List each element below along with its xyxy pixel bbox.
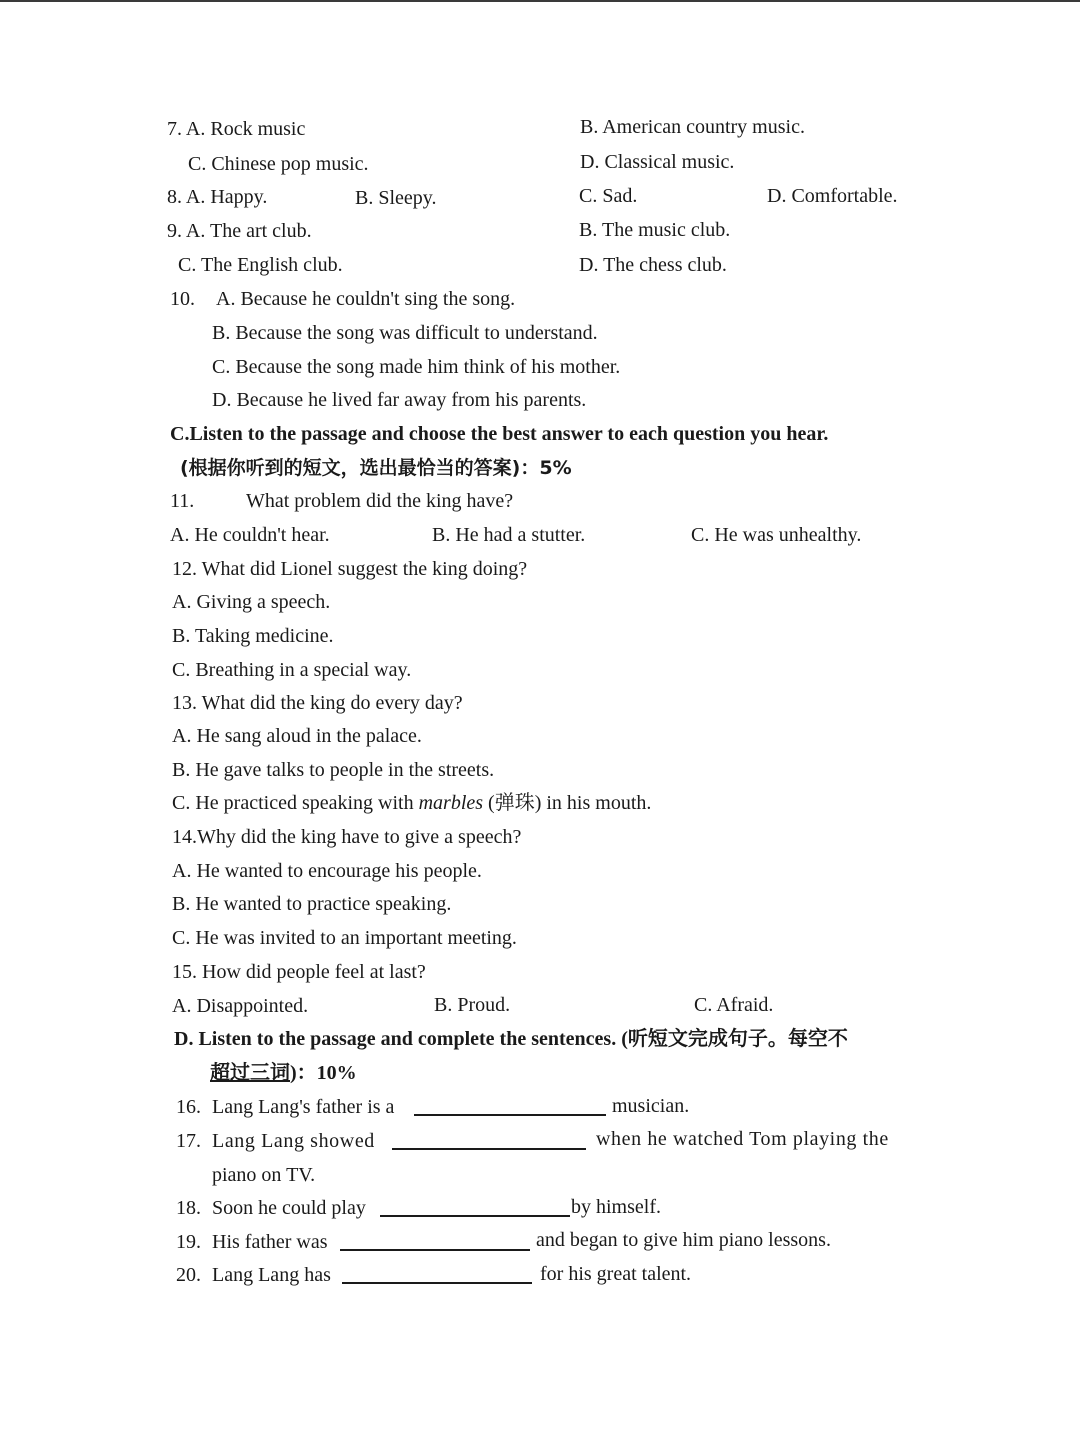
q11-question: What problem did the king have? [246,490,514,512]
q19-number: 19. [176,1231,201,1253]
q7-option-a [167,117,305,141]
q7-number: 7. [167,118,182,140]
q15-question: 15. How did people feel at last? [172,961,426,983]
q7-option-d: D. Classical music. [580,151,735,173]
q19-text-before: His father was [212,1231,328,1253]
q18-text-before: Soon he could play [212,1197,366,1219]
q17-number: 17. [176,1130,201,1152]
q13-option-c-italic-word: marbles [418,792,484,814]
q8-number: 8. [167,186,182,208]
q15-option-c: C. Afraid. [694,994,774,1016]
q9-number: 9. [167,220,182,242]
q10-option-c: C. Because the song made him think of his mother. [212,356,621,378]
q7-option-b: B. American country music. [580,116,805,138]
q20-number: 20. [176,1264,201,1286]
q16-text-before: Lang Lang's father is a [212,1096,395,1118]
q13-question: 13. What did the king do every day? [172,692,463,714]
q11-option-a: A. He couldn't hear. [170,524,330,546]
section-c-subheading: (根据你听到的短文，选出最恰当的答案)：5% [180,457,572,479]
scan-top-edge [0,0,1080,2]
q10-option-b: B. Because the song was difficult to understand. [212,322,598,344]
q12-option-a: A. Giving a speech. [172,591,331,613]
q20-text-before: Lang Lang has [212,1264,331,1286]
q14-question: 14.Why did the king have to give a speech? [172,826,522,848]
q11-number: 11. [170,490,195,512]
q16-number: 16. [176,1096,201,1118]
q18-answer-blank[interactable] [380,1197,570,1217]
q12-option-c: C. Breathing in a special way. [172,659,412,681]
q10-option-d: D. Because he lived far away from his parents. [212,389,587,411]
q16-answer-blank[interactable] [414,1096,606,1116]
q18-text-after: by himself. [571,1196,661,1218]
q11-option-b: B. He had a stutter. [432,524,586,546]
q8-option-c: C. Sad. [579,185,638,207]
q12-option-b: B. Taking medicine. [172,625,334,647]
q13-option-b: B. He gave talks to people in the streets. [172,759,495,781]
q9-option-a-text: A. The art club. [185,220,312,242]
q13-option-c-suffix: in his mouth. [541,792,652,814]
q15-option-a: A. Disappointed. [172,995,309,1017]
q12-question: 12. What did Lionel suggest the king doing? [172,558,528,580]
q17-answer-blank[interactable] [392,1130,586,1150]
q18-number: 18. [176,1197,201,1219]
q7-option-a-text: A. Rock music [185,118,306,140]
q14-option-b: B. He wanted to practice speaking. [172,893,452,915]
q13-option-c-prefix: C. He practiced speaking with [172,792,419,814]
q15-option-b: B. Proud. [434,994,511,1016]
q11-option-c: C. He was unhealthy. [691,524,862,546]
section-d-heading: D. Listen to the passage and complete the sentences. (听短文完成句子。每空不 [174,1028,848,1050]
q17-text-after: when he watched Tom playing the [596,1128,889,1150]
q14-option-a: A. He wanted to encourage his people. [172,860,482,882]
q8-option-b: B. Sleepy. [355,187,437,209]
q19-answer-blank[interactable] [340,1231,530,1251]
q13-option-a: A. He sang aloud in the palace. [172,725,422,747]
q20-answer-blank[interactable] [342,1264,532,1284]
q8-option-a-text: A. Happy. [185,186,268,208]
q17-text-before: Lang Lang showed [212,1130,375,1152]
q14-option-c: C. He was invited to an important meeting. [172,927,517,949]
q19-text-after: and began to give him piano lessons. [536,1229,831,1251]
section-d-subheading [210,1061,357,1085]
q9-option-c: C. The English club. [178,254,343,276]
section-d-points: )：10% [290,1062,357,1084]
q13-option-c-note: (弹珠) [483,792,542,814]
section-c-heading: C.Listen to the passage and choose the best answer to each question you hear. [170,423,829,445]
q9-option-a [167,219,312,243]
section-d-underlined-note: 超过三词 [210,1062,290,1084]
q20-text-after: for his great talent. [540,1263,692,1285]
q16-text-after: musician. [612,1095,690,1117]
q8-option-a [167,185,267,209]
q9-option-b: B. The music club. [579,219,731,241]
q10-option-a: A. Because he couldn't sing the song. [216,288,516,310]
q9-option-d: D. The chess club. [579,254,727,276]
q10-number: 10. [170,288,195,310]
q8-option-d: D. Comfortable. [767,185,898,207]
q7-option-c: C. Chinese pop music. [188,153,369,175]
q13-option-c [172,791,651,815]
q17-text-line2: piano on TV. [212,1164,316,1186]
